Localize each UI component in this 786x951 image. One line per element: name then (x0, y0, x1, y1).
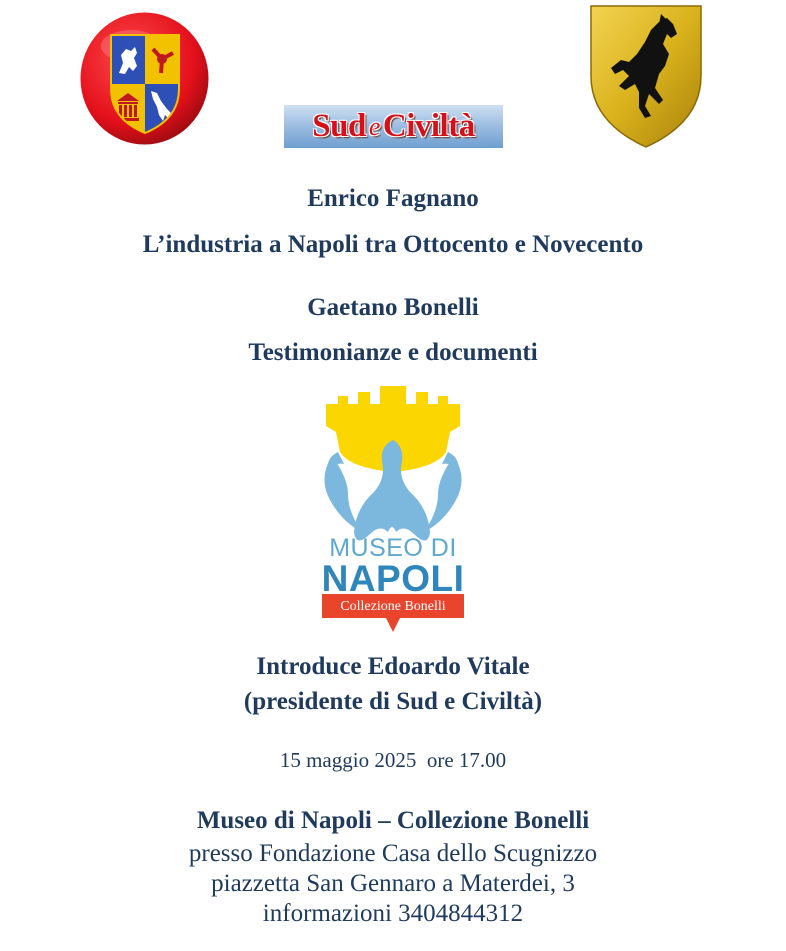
talk-1-title: L’industria a Napoli tra Ottocento e Novecento (142, 231, 644, 258)
event-datetime: 15 maggio 2025 ore 17.00 (279, 748, 507, 772)
introducer-role: (presidente di Sud e Civiltà) (243, 688, 543, 715)
sud-e-civilta-logo (284, 105, 503, 148)
introducer-line: Introduce Edoardo Vitale (256, 653, 530, 680)
venue-address: piazzetta San Gennaro a Materdei, 3 (211, 870, 575, 897)
sud-e-civilta-logo-text: Sud eCiviltà (312, 108, 475, 144)
coat-of-arms-icon (79, 11, 210, 146)
talk-2-title: Testimonianze e documenti (248, 339, 538, 366)
museo-logo-ribbon-text: Collezione Bonelli (340, 599, 446, 614)
speaker-2-name: Gaetano Bonelli (307, 294, 479, 321)
venue-name: Museo di Napoli – Collezione Bonelli (196, 807, 590, 834)
speaker-1-name: Enrico Fagnano (307, 185, 479, 212)
venue-host: presso Fondazione Casa dello Scugnizzo (188, 840, 598, 867)
venue-info-phone: informazioni 3404844312 (262, 900, 524, 927)
museo-logo-line-1: MUSEO DI (329, 534, 457, 562)
museo-logo-line-2: NAPOLI (321, 558, 465, 599)
horse-shield-icon (589, 4, 703, 149)
